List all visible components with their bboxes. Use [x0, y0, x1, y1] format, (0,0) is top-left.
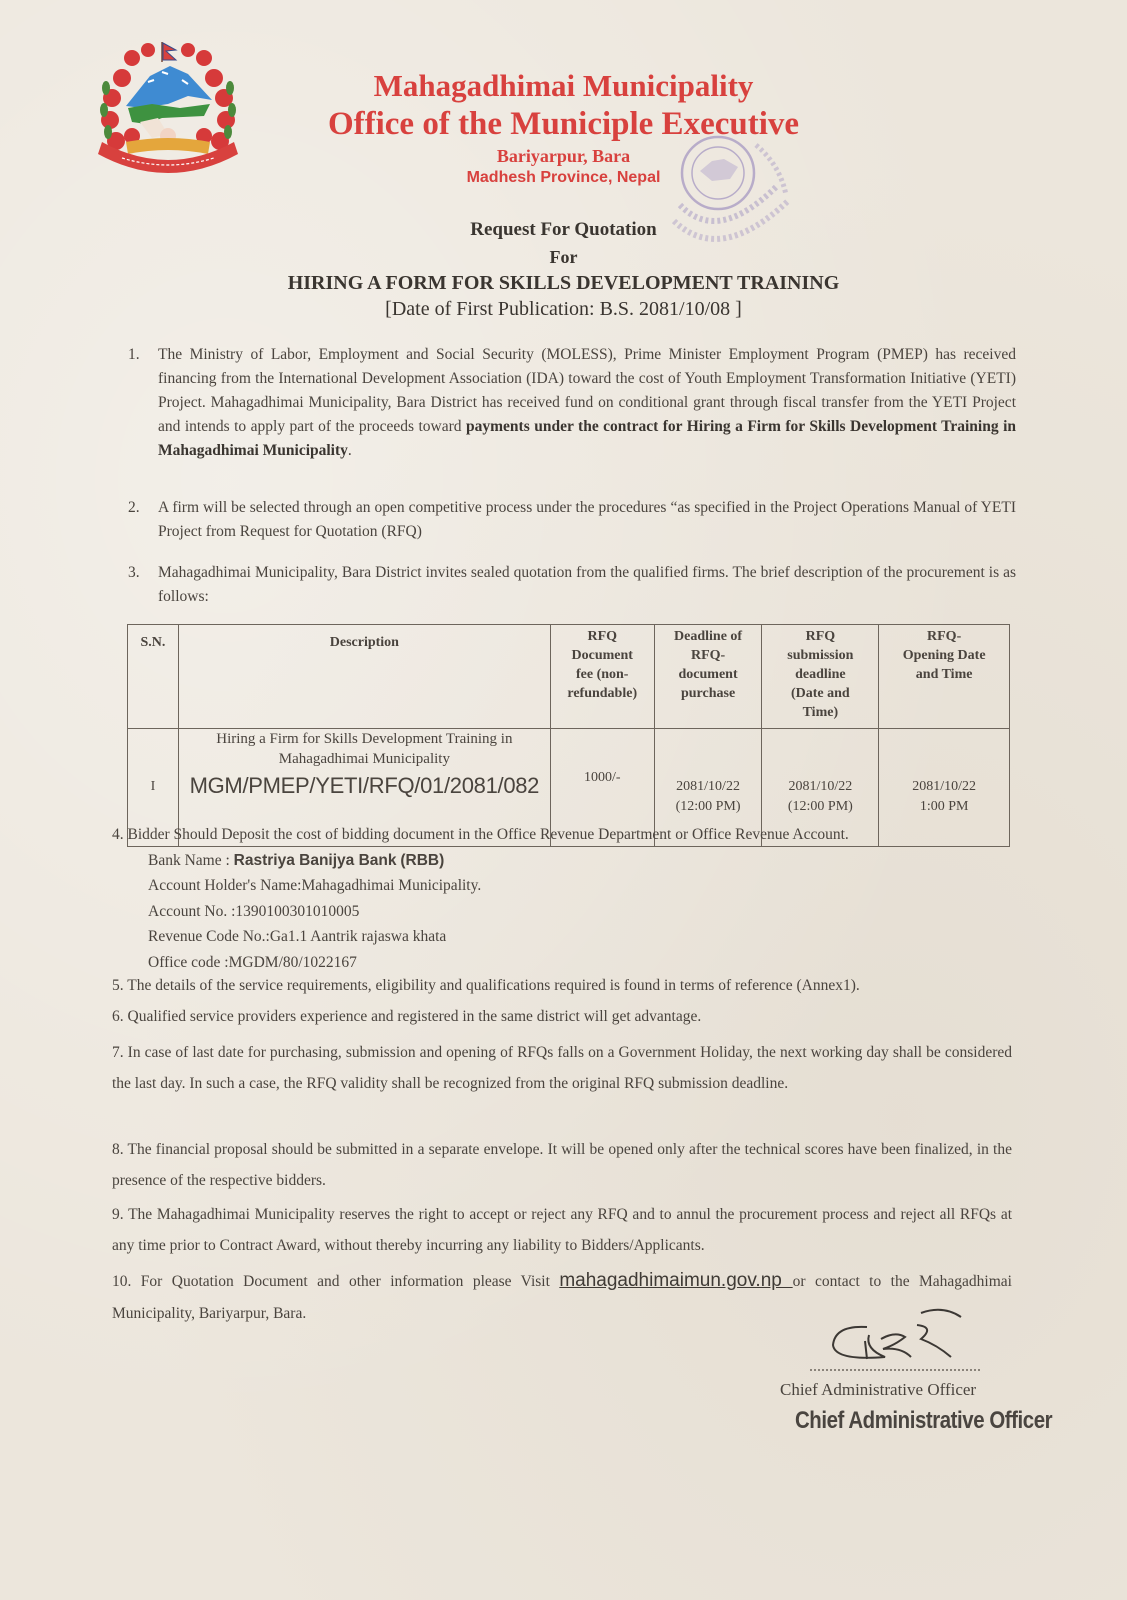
municipality-name: Mahagadhimai Municipality — [373, 68, 754, 103]
fee-header-line: RFQ — [587, 629, 618, 644]
office-code: Office code :MGDM/80/1022167 — [148, 953, 357, 971]
cell-sn: I — [128, 729, 179, 847]
paragraph-1-bold: payments under the contract for Hiring a Firm for Skills Development Training in Mahagadhimai Municipality — [158, 418, 1017, 459]
item-10-contact: or contact to the Mahagadhimai Municipality, Bariyarpur, Bara. — [112, 1273, 1012, 1322]
paragraph-1-number: 1. — [128, 346, 140, 363]
office-location: Bariyarpur, Bara — [496, 146, 631, 166]
fee-header-line: refundable) — [567, 686, 638, 701]
doc-title: Request For Quotation — [470, 219, 657, 240]
opening-header-line: and Time — [915, 667, 973, 682]
submission-header-line: RFQ — [805, 629, 836, 644]
submission-header-line: submission — [787, 648, 854, 663]
purchase-header-line: Deadline of — [674, 629, 743, 644]
paragraph-1-end: . — [347, 442, 352, 459]
bank-label: Bank Name : — [148, 851, 234, 869]
office-province: Madhesh Province, Nepal — [466, 169, 661, 186]
purchase-header-line: purchase — [680, 686, 736, 701]
doc-subject: HIRING A FORM FOR SKILLS DEVELOPMENT TRAINING — [287, 272, 840, 294]
opening-header-line: RFQ- — [927, 629, 962, 644]
opening-header-line: Opening Date — [902, 648, 986, 663]
submission-header-line: deadline — [795, 667, 846, 682]
rfq-reference-code: MGM/PMEP/YETI/RFQ/01/2081/082 — [189, 773, 540, 798]
signatory-stamp: Chief Administrative Officer — [795, 1407, 1053, 1434]
bank-name-line — [148, 848, 1022, 874]
col-header-submission — [762, 625, 879, 729]
purchase-header-line: RFQ- — [690, 648, 726, 663]
publication-date: [Date of First Publication: B.S. 2081/10/08 ] — [385, 298, 742, 320]
col-header-opening — [879, 625, 1010, 729]
bank-abbr: (RBB) — [400, 851, 445, 869]
revenue-code: Revenue Code No.:Ga1.1 Aantrik rajaswa khata — [148, 928, 447, 945]
item-7: 7. In case of last date for purchasing, submission and opening of RFQs falls on a Government Holiday, the next working day shall be considered the last day. In such a case, the RFQ validity shall be recognized from the original RFQ submission deadline. — [112, 1044, 1012, 1092]
signatory-title: Chief Administrative Officer — [780, 1380, 977, 1399]
table-header-row — [128, 625, 1010, 729]
signature-icon — [825, 1305, 975, 1370]
account-number: Account No. :1390100301010005 — [148, 902, 360, 920]
description-line: Hiring a Firm for Skills Development Training in — [216, 731, 513, 747]
item-8: 8. The financial proposal should be submitted in a separate envelope. It will be opened only after the technical scores have been finalized, in the presence of the respective bidders. — [112, 1141, 1012, 1189]
purchase-time: (12:00 PM) — [675, 799, 741, 814]
item-10-text: 10. For Quotation Document and other information please Visit — [112, 1273, 560, 1290]
col-header-description: Description — [178, 625, 550, 729]
paragraph-2-number: 2. — [128, 499, 140, 516]
purchase-header-line: document — [678, 667, 738, 682]
procurement-table — [127, 624, 1010, 847]
deposit-section — [112, 822, 1022, 975]
paragraph-2-text: A firm will be selected through an open competitive process under the procedures “as specified in the Project Operations Manual of YETI Project from Request for Quotation (RFQ) — [158, 499, 1016, 540]
submission-header-line: Time) — [802, 705, 839, 720]
office-seal-stamp-icon — [660, 125, 800, 265]
col-header-sn: S.N. — [128, 625, 179, 729]
paragraph-2 — [128, 496, 1016, 544]
account-holder: Account Holder's Name:Mahagadhimai Municipality. — [148, 877, 482, 894]
website-link[interactable]: mahagadhimaimun.gov.np — [559, 1270, 793, 1291]
paragraph-1 — [128, 343, 1016, 463]
office-name: Office of the Municiple Executive — [327, 106, 800, 142]
paragraph-3-text: Mahagadhimai Municipality, Bara District invites sealed quotation from the qualified firms. The brief description of the procurement is as follows: — [158, 564, 1016, 605]
item-6: 6. Qualified service providers experience and registered in the same district will get advantage. — [112, 1008, 702, 1025]
fee-header-line: Document — [571, 648, 633, 663]
signature-line — [810, 1369, 980, 1371]
item-5: 5. The details of the service requirements, eligibility and qualifications required is found in terms of reference (Annex1). — [112, 977, 860, 994]
paragraph-3 — [128, 561, 1016, 609]
submission-date: 2081/10/22 — [788, 779, 853, 794]
opening-date: 2081/10/22 — [912, 779, 977, 794]
description-line: Mahagadhimai Municipality — [278, 751, 450, 767]
paragraph-1-text: The Ministry of Labor, Employment and Social Security (MOLESS), Prime Minister Employment Program (PMEP) has received financing from the International Development Association (IDA) toward the cost of Youth Employment Transformation Initiative (YETI) Project. Mahagadhimai Municipality, Bara District has received fund on conditional grant through fiscal transfer from the YETI Project and intends to apply part of the proceeds toward — [158, 346, 1016, 435]
purchase-date: 2081/10/22 — [676, 779, 740, 794]
paragraph-3-number: 3. — [128, 564, 140, 581]
bank-name: Rastriya Banijya Bank — [233, 851, 397, 869]
fee-header-line: fee (non- — [575, 667, 629, 682]
deposit-intro: 4. Bidder Should Deposit the cost of bidding document in the Office Revenue Department or Office Revenue Account. — [112, 826, 849, 843]
col-header-deadline-purchase — [654, 625, 762, 729]
doc-title-for: For — [549, 247, 578, 267]
fee-value: 1000/- — [583, 770, 621, 785]
opening-time: 1:00 PM — [919, 799, 969, 814]
submission-time: (12:00 PM) — [787, 799, 853, 814]
submission-header-line: (Date and — [790, 686, 850, 701]
col-header-fee — [550, 625, 654, 729]
item-9: 9. The Mahagadhimai Municipality reserves the right to accept or reject any RFQ and to annul the procurement process and reject all RFQs at any time prior to Contract Award, without thereby incurring any liability to Bidders/Applicants. — [112, 1206, 1012, 1254]
